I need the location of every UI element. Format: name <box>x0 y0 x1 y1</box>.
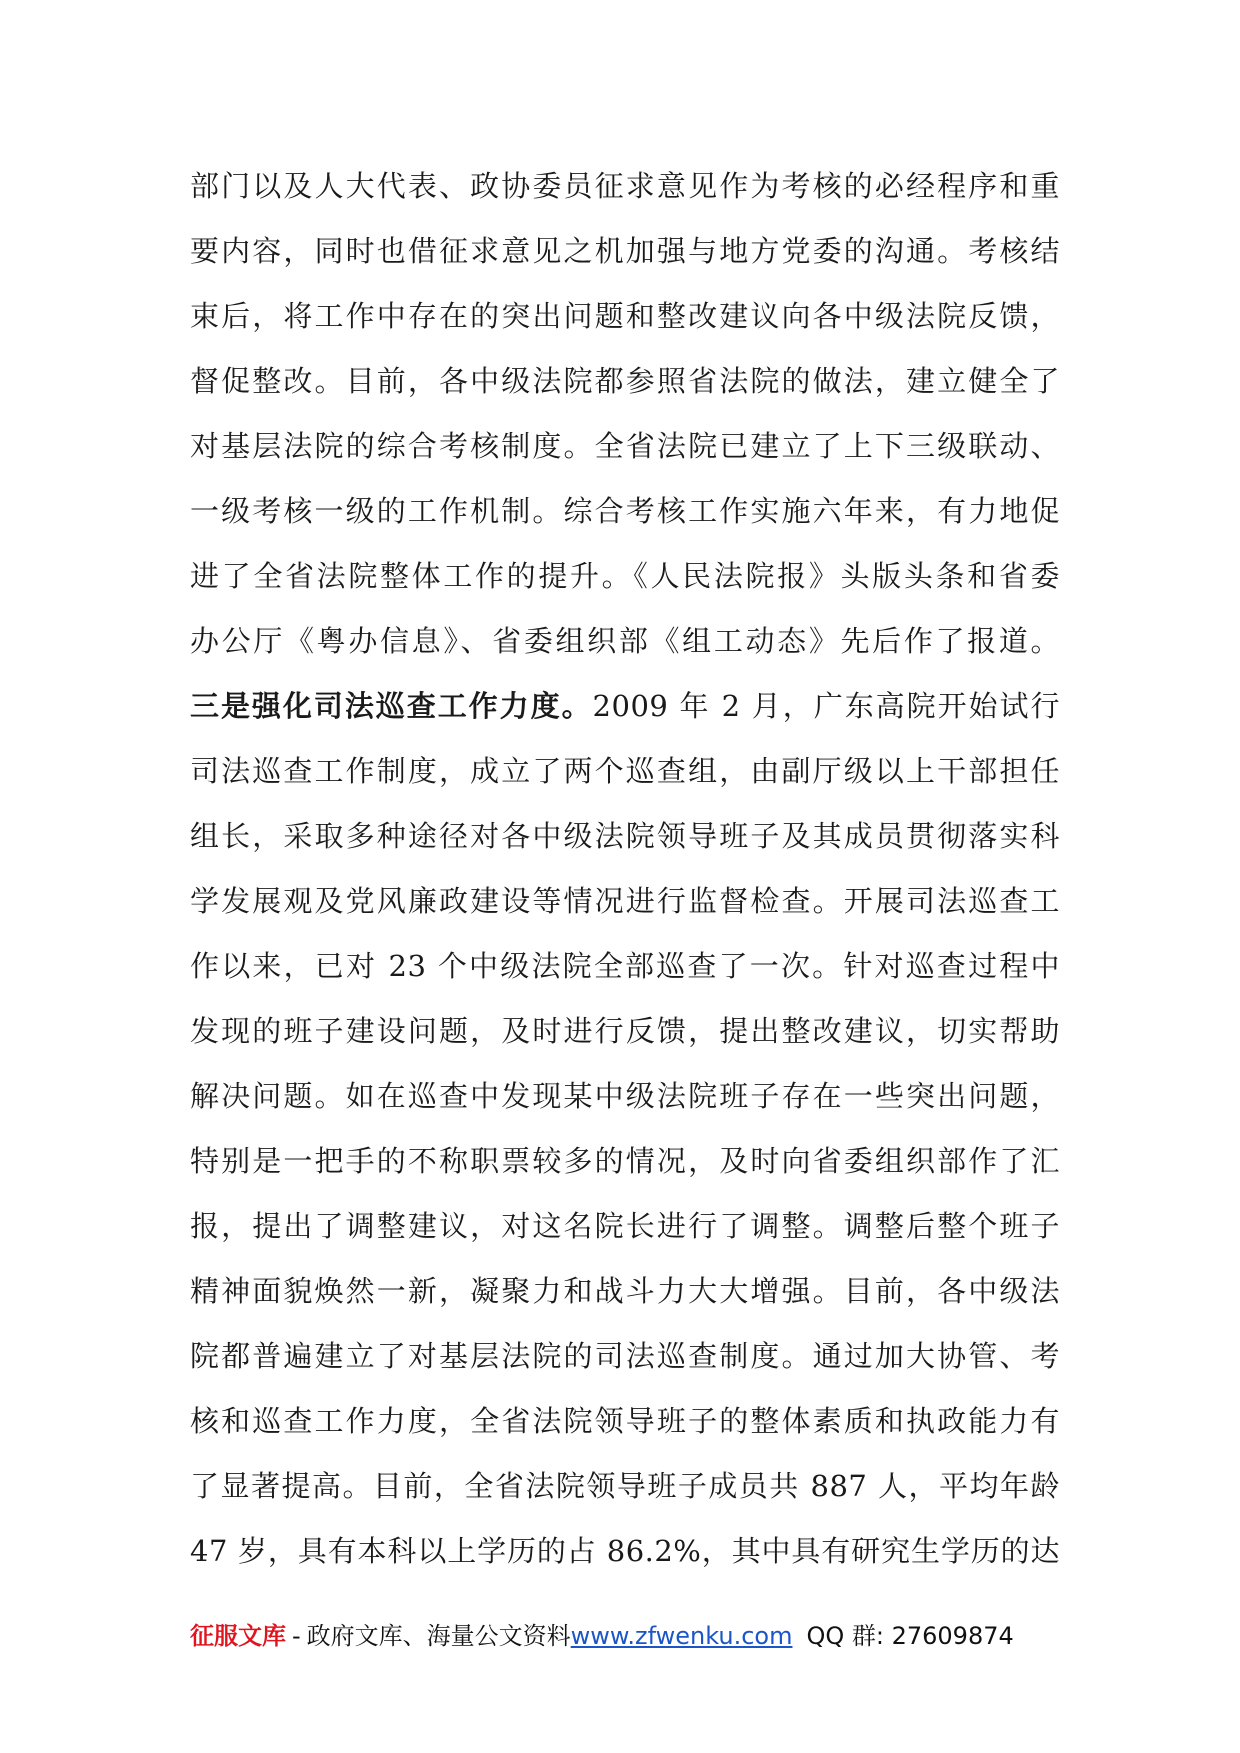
text-line: 47 岁，具有本科以上学历的占 86.2%，其中具有研究生学历的达 <box>190 1534 1060 1568</box>
text-line: 办公厅《粤办信息》、省委组织部《组工动态》先后作了报道。 <box>190 624 1060 658</box>
footer-qq: QQ 群: 27609874 <box>806 1622 1014 1650</box>
text-line: 对基层法院的综合考核制度。全省法院已建立了上下三级联动、 <box>190 429 1060 463</box>
text-line: 了显著提高。目前，全省法院领导班子成员共 887 人，平均年龄 <box>190 1469 1060 1503</box>
footer-text: 政府文库、海量公文资料 <box>306 1622 571 1650</box>
text-line: 组长，采取多种途径对各中级法院领导班子及其成员贯彻落实科 <box>190 819 1060 853</box>
text-line: 精神面貌焕然一新，凝聚力和战斗力大大增强。目前，各中级法 <box>190 1274 1060 1308</box>
text-line: 特别是一把手的不称职票较多的情况，及时向省委组织部作了汇 <box>190 1144 1060 1178</box>
footer-brand: 征服文库 <box>190 1622 286 1650</box>
text-line: 学发展观及党风廉政建设等情况进行监督检查。开展司法巡查工 <box>190 884 1060 918</box>
text-line: 要内容，同时也借征求意见之机加强与地方党委的沟通。考核结 <box>190 234 1060 268</box>
text-line: 发现的班子建设问题，及时进行反馈，提出整改建议，切实帮助 <box>190 1014 1060 1048</box>
heading-continuation: 2009 年 2 月，广东高院开始试行 <box>592 689 1060 723</box>
text-line: 束后，将工作中存在的突出问题和整改建议向各中级法院反馈， <box>190 299 1060 333</box>
text-line: 报，提出了调整建议，对这名院长进行了调整。调整后整个班子 <box>190 1209 1060 1243</box>
footer-url-link[interactable]: www.zfwenku.com <box>570 1622 793 1650</box>
text-line: 一级考核一级的工作机制。综合考核工作实施六年来，有力地促 <box>190 494 1060 528</box>
text-line: 院都普遍建立了对基层法院的司法巡查制度。通过加大协管、考 <box>190 1339 1060 1373</box>
text-line: 进了全省法院整体工作的提升。《人民法院报》头版头条和省委 <box>190 559 1060 593</box>
text-line: 核和巡查工作力度，全省法院领导班子的整体素质和执政能力有 <box>190 1404 1060 1438</box>
text-line: 作以来，已对 23 个中级法院全部巡查了一次。针对巡查过程中 <box>190 949 1060 983</box>
section-heading: 三是强化司法巡查工作力度。 <box>190 689 593 723</box>
page-footer <box>190 1614 1060 1658</box>
text-line: 解决问题。如在巡查中发现某中级法院班子存在一些突出问题， <box>190 1079 1060 1113</box>
text-line: 司法巡查工作制度，成立了两个巡查组，由副厅级以上干部担任 <box>190 754 1060 788</box>
section-heading-line <box>190 674 1060 739</box>
document-body <box>190 154 1060 1584</box>
text-line: 部门以及人大代表、政协委员征求意见作为考核的必经程序和重 <box>190 169 1060 203</box>
footer-separator: - <box>292 1622 301 1650</box>
text-line: 督促整改。目前，各中级法院都参照省法院的做法，建立健全了 <box>190 364 1060 398</box>
